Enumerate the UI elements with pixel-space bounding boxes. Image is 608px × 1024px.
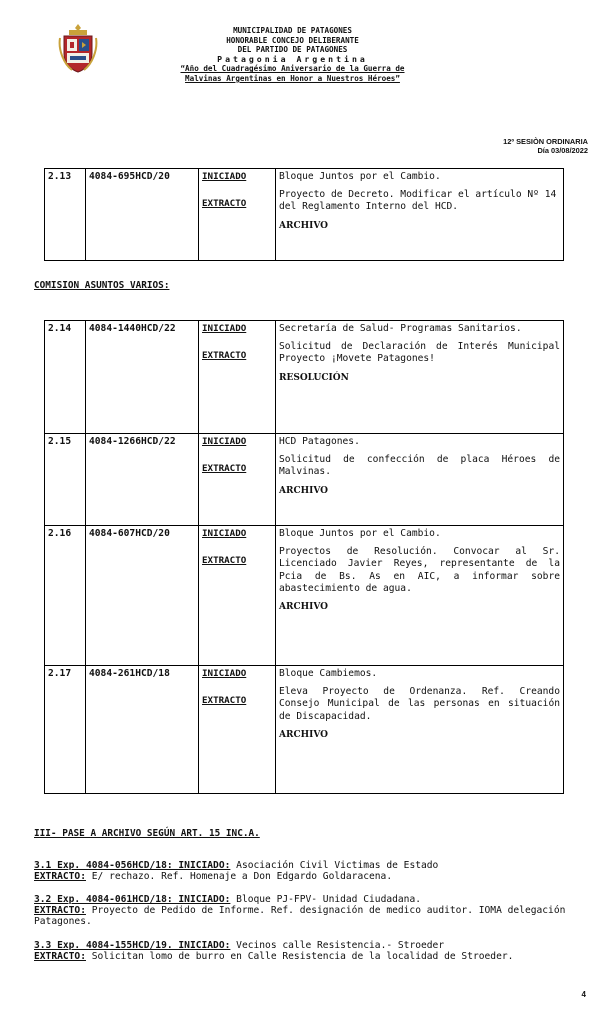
iniciado-text: Secretaría de Salud- Programas Sanitarios. <box>279 323 522 334</box>
archive-item-iniciado: Vecinos calle Resistencia.- Stroeder <box>230 940 445 951</box>
labels-cell <box>199 321 276 434</box>
iniciado-text: Bloque Juntos por el Cambio. <box>279 171 441 182</box>
archive-item <box>34 894 574 927</box>
iniciado-text: Bloque Juntos por el Cambio. <box>279 528 441 539</box>
archive-item-extracto: Proyecto de Pedido de Informe. Ref. designación de medico auditor. IOMA delegación Patagones. <box>34 905 566 927</box>
extracto-text: Eleva Proyecto de Ordenanza. Ref. Creando Consejo Municipal de las personas en situación de Discapacidad. <box>279 686 560 722</box>
description-cell <box>276 666 564 794</box>
archive-item-head: 3.2 Exp. 4084-061HCD/18: INICIADO: <box>34 894 231 905</box>
description-cell <box>276 321 564 434</box>
labels-cell <box>199 169 276 261</box>
iniciado-label: INICIADO <box>202 668 247 679</box>
session-title: 12º SESIÒN ORDINARIA <box>503 137 588 146</box>
archive-item-head: 3.1 Exp. 4084-056HCD/18: INICIADO: <box>34 860 231 871</box>
item-number: 2.14 <box>45 321 86 434</box>
table-row <box>45 526 564 666</box>
session-info <box>503 137 588 156</box>
expediente-code: 4084-261HCD/18 <box>86 666 199 794</box>
archive-item-extracto: E/ rechazo. Ref. Homenaje a Don Edgardo Goldaracena. <box>85 871 393 882</box>
description-cell <box>276 434 564 526</box>
archive-item-extracto-label: EXTRACTO: <box>34 871 86 882</box>
document-header <box>120 26 465 84</box>
item-number: 2.17 <box>45 666 86 794</box>
header-line-municipalidad: MUNICIPALIDAD DE PATAGONES <box>233 26 352 35</box>
header-line-patagonia: Patagonia Argentina <box>217 53 368 64</box>
archive-item-iniciado: Bloque PJ-FPV- Unidad Ciudadana. <box>230 894 421 905</box>
table-row <box>45 321 564 434</box>
expedientes-table-1 <box>44 168 564 261</box>
archive-item-extracto-label: EXTRACTO: <box>34 905 86 916</box>
expediente-code: 4084-1266HCD/22 <box>86 434 199 526</box>
archive-item <box>34 860 574 882</box>
labels-cell <box>199 526 276 666</box>
iniciado-label: INICIADO <box>202 528 247 539</box>
item-number: 2.16 <box>45 526 86 666</box>
extracto-label: EXTRACTO <box>202 198 247 209</box>
extracto-label: EXTRACTO <box>202 695 247 706</box>
archive-item-extracto-label: EXTRACTO: <box>34 951 86 962</box>
iniciado-text: HCD Patagones. <box>279 436 360 447</box>
labels-cell <box>199 434 276 526</box>
coat-of-arms-icon <box>58 22 98 74</box>
extracto-text: Proyectos de Resolución. Convocar al Sr. Licenciado Javier Reyes, representante de la Pcia de Bs. As en AIC, a informar sobre abastecimiento de agua. <box>279 546 560 594</box>
iniciado-label: INICIADO <box>202 436 247 447</box>
archive-item-head: 3.3 Exp. 4084-155HCD/19. INICIADO: <box>34 940 231 951</box>
header-line-concejo: HONORABLE CONCEJO DELIBERANTE <box>226 35 359 45</box>
item-number: 2.13 <box>45 169 86 261</box>
table-row <box>45 666 564 794</box>
outcome-text: RESOLUCIÓN <box>279 372 349 383</box>
header-line-motto-1: “Año del Cuadragésimo Aniversario de la Guerra de <box>180 64 405 74</box>
archive-item-extracto: Solicitan lomo de burro en Calle Resistencia de la localidad de Stroeder. <box>85 951 514 962</box>
extracto-label: EXTRACTO <box>202 555 247 566</box>
archive-item <box>34 940 574 962</box>
extracto-label: EXTRACTO <box>202 350 247 361</box>
outcome-text: ARCHIVO <box>279 729 329 740</box>
outcome-text: ARCHIVO <box>279 485 329 496</box>
description-cell <box>276 526 564 666</box>
expediente-code: 4084-607HCD/20 <box>86 526 199 666</box>
iniciado-label: INICIADO <box>202 171 247 182</box>
session-date: Día 03/08/2022 <box>537 146 588 156</box>
extracto-text: Proyecto de Decreto. Modificar el artículo Nº 14 del Reglamento Interno del HCD. <box>279 189 557 213</box>
expedientes-table-2 <box>44 320 564 794</box>
outcome-text: ARCHIVO <box>279 602 329 613</box>
table-row <box>45 169 564 261</box>
archive-item-iniciado: Asociación Civil Victimas de Estado <box>230 860 439 871</box>
header-line-partido: DEL PARTIDO DE PATAGONES <box>237 45 348 55</box>
labels-cell <box>199 666 276 794</box>
header-line-motto-2: Malvinas Argentinas en Honor a Nuestros Héroes” <box>185 73 400 83</box>
section-comision-varios: COMISION ASUNTOS VARIOS: <box>34 280 170 291</box>
iniciado-text: Bloque Cambiemos. <box>279 668 378 679</box>
expediente-code: 4084-1440HCD/22 <box>86 321 199 434</box>
expediente-code: 4084-695HCD/20 <box>86 169 199 261</box>
item-number: 2.15 <box>45 434 86 526</box>
table-row <box>45 434 564 526</box>
extracto-label: EXTRACTO <box>202 463 247 474</box>
description-cell <box>276 169 564 261</box>
outcome-text: ARCHIVO <box>279 220 329 231</box>
extracto-text: Solicitud de confección de placa Héroes de Malvinas. <box>279 454 560 478</box>
iniciado-label: INICIADO <box>202 323 247 334</box>
extracto-text: Solicitud de Declaración de Interés Municipal Proyecto ¡Movete Patagones! <box>279 341 560 365</box>
page-number: 4 <box>581 990 586 999</box>
section-pase-archivo: III- PASE A ARCHIVO SEGÚN ART. 15 INC.A. <box>34 828 260 839</box>
